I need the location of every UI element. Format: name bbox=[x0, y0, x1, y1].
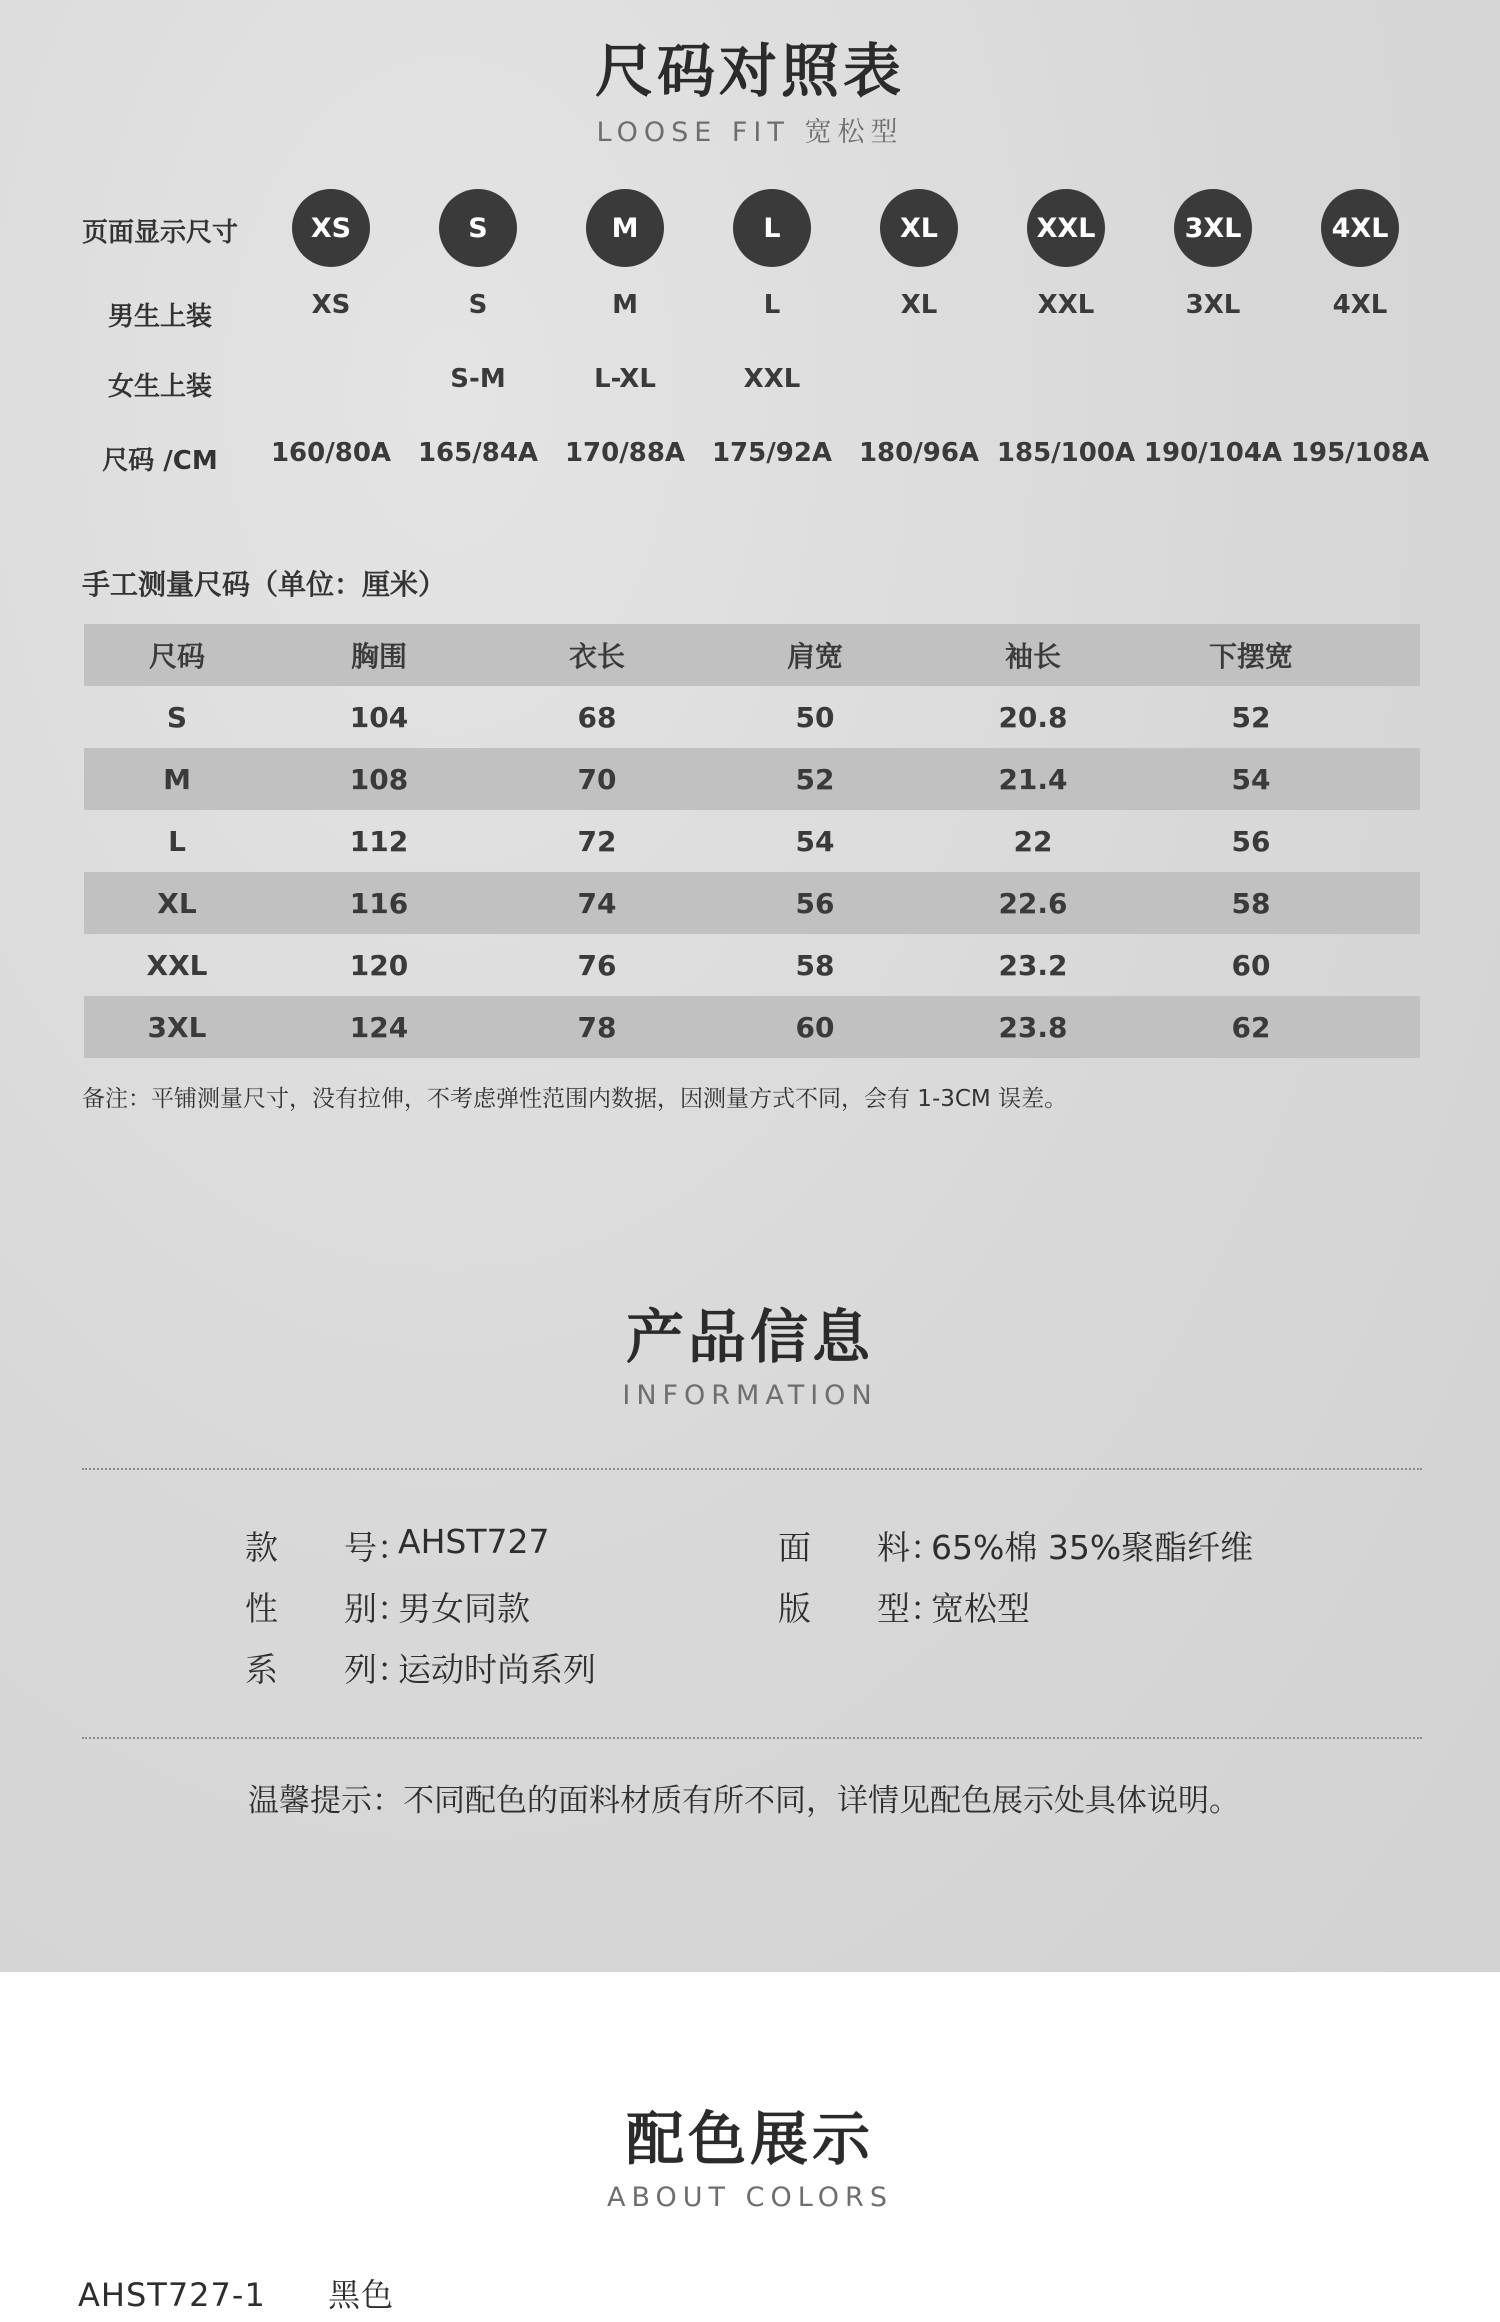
table-cell: 3XL bbox=[147, 1010, 207, 1044]
info-fit-value: 宽松型 bbox=[931, 1589, 1030, 1628]
table-cell: 78 bbox=[577, 1010, 617, 1044]
info-fit-label: 版 型： bbox=[778, 1589, 943, 1628]
table-cell: 56 bbox=[795, 886, 835, 920]
mens-size-cell: XS bbox=[311, 290, 351, 320]
table-cell: 62 bbox=[1231, 1010, 1271, 1044]
size-circle-xl[interactable]: XL bbox=[880, 189, 958, 267]
size-cm-cell: 190/104A bbox=[1143, 438, 1283, 468]
info-gender-label: 性 别： bbox=[245, 1589, 410, 1628]
size-circle-xxl[interactable]: XXL bbox=[1027, 189, 1105, 267]
table-cell: 20.8 bbox=[998, 700, 1068, 734]
table-cell: XL bbox=[157, 886, 197, 920]
table-cell: 72 bbox=[577, 824, 617, 858]
color-variant bbox=[78, 2270, 394, 2316]
table-cell: 22 bbox=[1013, 824, 1053, 858]
table-header-row bbox=[84, 624, 1420, 686]
size-circle-4xl[interactable]: 4XL bbox=[1321, 189, 1399, 267]
table-header-cell: 衣长 bbox=[568, 640, 625, 673]
measure-note: 备注：平铺测量尺寸，没有拉伸，不考虑弹性范围内数据，因测量方式不同，会有 1-3CM 误差。 bbox=[82, 1086, 1068, 1112]
mens-size-cell: 4XL bbox=[1332, 290, 1388, 320]
size-cm-cell: 180/96A bbox=[858, 438, 980, 468]
table-cell: 23.8 bbox=[998, 1010, 1068, 1044]
info-tip: 温馨提示：不同配色的面料材质有所不同，详情见配色展示处具体说明。 bbox=[248, 1783, 1240, 1819]
table-cell: 54 bbox=[1231, 762, 1271, 796]
row-label-womens-tops: 女生上装 bbox=[107, 372, 212, 402]
info-title: 产品信息 bbox=[625, 1303, 874, 1371]
info-subtitle: INFORMATION bbox=[622, 1380, 878, 1411]
table-cell: 52 bbox=[1231, 700, 1271, 734]
divider bbox=[82, 1468, 1422, 1470]
table-header-cell: 袖长 bbox=[1004, 640, 1061, 673]
table-cell: 112 bbox=[349, 824, 409, 858]
table-row bbox=[84, 748, 1420, 810]
mens-size-cell: S bbox=[468, 290, 488, 320]
info-model-value: AHST727 bbox=[398, 1522, 550, 1561]
size-circle-l[interactable]: L bbox=[733, 189, 811, 267]
table-header-cell: 下摆宽 bbox=[1208, 640, 1293, 673]
table-cell: 76 bbox=[577, 948, 617, 982]
table-cell: L bbox=[168, 824, 186, 858]
variant-code: AHST727-1 bbox=[78, 2276, 266, 2314]
info-series-value: 运动时尚系列 bbox=[398, 1650, 596, 1689]
table-cell: 56 bbox=[1231, 824, 1271, 858]
size-chart-title: 尺码对照表 bbox=[594, 37, 905, 105]
table-cell: 60 bbox=[795, 1010, 835, 1044]
table-row bbox=[84, 686, 1420, 748]
womens-size-cell: XXL bbox=[743, 364, 801, 394]
table-row bbox=[84, 934, 1420, 996]
size-circle-s[interactable]: S bbox=[439, 189, 517, 267]
info-model-label: 款 号： bbox=[245, 1528, 410, 1567]
table-row bbox=[84, 996, 1420, 1058]
info-gender-value: 男女同款 bbox=[398, 1589, 530, 1628]
measure-section-label: 手工测量尺码（单位：厘米） bbox=[82, 568, 447, 601]
info-series-label: 系 列： bbox=[245, 1650, 410, 1689]
table-cell: 52 bbox=[795, 762, 835, 796]
table-cell: 104 bbox=[349, 700, 409, 734]
size-circle-xs[interactable]: XS bbox=[292, 189, 370, 267]
table-cell: 60 bbox=[1231, 948, 1271, 982]
table-header-cell: 尺码 bbox=[148, 640, 205, 673]
colors-subtitle: ABOUT COLORS bbox=[607, 2182, 893, 2213]
divider bbox=[82, 1737, 1422, 1739]
table-cell: 58 bbox=[1231, 886, 1271, 920]
table-row bbox=[84, 872, 1420, 934]
row-label-display-size: 页面显示尺寸 bbox=[81, 218, 238, 248]
table-cell: S bbox=[166, 700, 188, 734]
table-cell: 54 bbox=[795, 824, 835, 858]
size-cm-cell: 185/100A bbox=[996, 438, 1136, 468]
measure-table bbox=[84, 624, 1420, 1058]
table-cell: 74 bbox=[577, 886, 617, 920]
womens-size-cell: S-M bbox=[450, 364, 506, 394]
table-cell: 68 bbox=[577, 700, 617, 734]
table-cell: XXL bbox=[146, 948, 208, 982]
size-cm-cell: 160/80A bbox=[270, 438, 392, 468]
row-label-size-cm: 尺码 /CM bbox=[102, 446, 218, 476]
mens-size-cell: L bbox=[763, 290, 781, 320]
table-header-cell: 肩宽 bbox=[786, 640, 843, 673]
size-circle-m[interactable]: M bbox=[586, 189, 664, 267]
mens-size-cell: 3XL bbox=[1185, 290, 1241, 320]
table-row bbox=[84, 810, 1420, 872]
mens-size-cell: M bbox=[612, 290, 638, 320]
info-fabric-label: 面 料： bbox=[778, 1528, 943, 1567]
mens-size-cell: XL bbox=[900, 290, 938, 320]
table-cell: 124 bbox=[349, 1010, 409, 1044]
table-cell: 21.4 bbox=[998, 762, 1068, 796]
table-cell: 22.6 bbox=[998, 886, 1068, 920]
table-cell: 50 bbox=[795, 700, 835, 734]
table-cell: 116 bbox=[349, 886, 409, 920]
size-cm-cell: 170/88A bbox=[564, 438, 686, 468]
size-circle-3xl[interactable]: 3XL bbox=[1174, 189, 1252, 267]
size-cm-cell: 195/108A bbox=[1290, 438, 1430, 468]
mens-size-cell: XXL bbox=[1037, 290, 1095, 320]
info-fabric-value: 65%棉 35%聚酯纤维 bbox=[931, 1528, 1254, 1567]
table-cell: 70 bbox=[577, 762, 617, 796]
table-header-cell: 胸围 bbox=[350, 640, 407, 673]
colors-title: 配色展示 bbox=[625, 2105, 874, 2173]
table-cell: 120 bbox=[349, 948, 409, 982]
size-cm-cell: 175/92A bbox=[711, 438, 833, 468]
table-cell: 108 bbox=[349, 762, 409, 796]
size-cm-cell: 165/84A bbox=[417, 438, 539, 468]
table-cell: 23.2 bbox=[998, 948, 1068, 982]
size-chart-subtitle: LOOSE FIT 宽松型 bbox=[596, 117, 904, 148]
womens-size-cell: L-XL bbox=[594, 364, 656, 394]
row-label-mens-tops: 男生上装 bbox=[107, 302, 212, 332]
variant-color: 黑色 bbox=[328, 2276, 395, 2314]
table-cell: 58 bbox=[795, 948, 835, 982]
table-cell: M bbox=[163, 762, 191, 796]
